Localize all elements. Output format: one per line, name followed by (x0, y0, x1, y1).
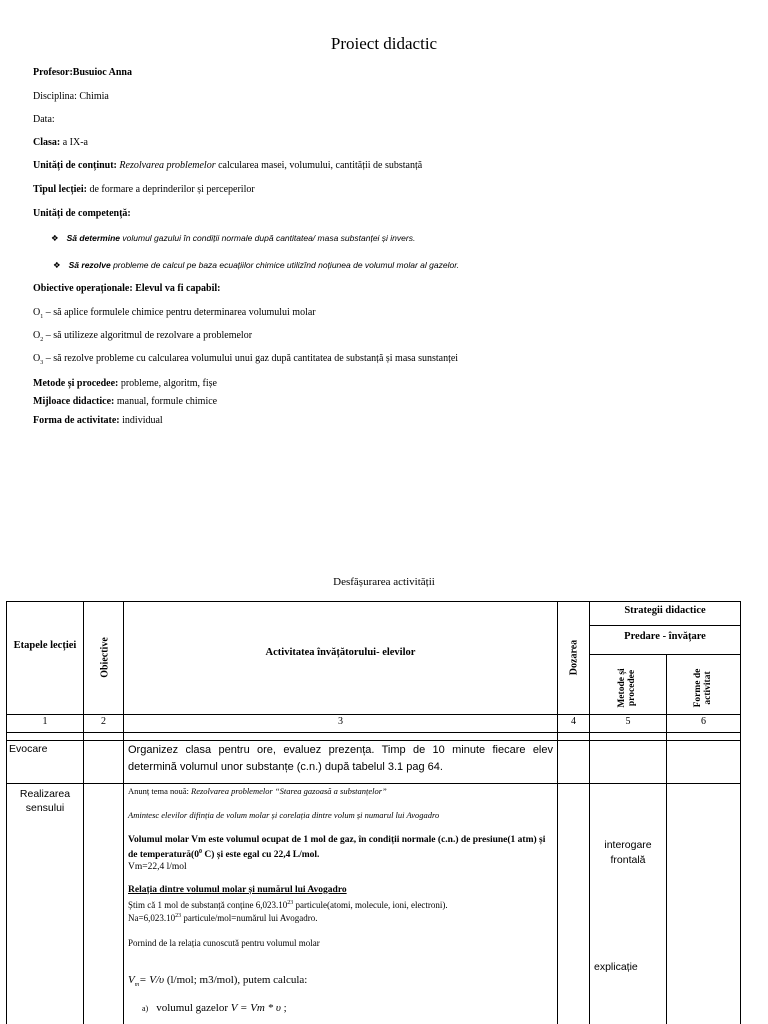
page-title: Proiect didactic (330, 34, 438, 53)
tipul-lectiei-line (33, 184, 255, 195)
table-rule (6, 601, 740, 602)
table-rule (589, 601, 590, 1024)
activitate-definitie (128, 834, 553, 861)
unitati-continut-label: Unități de conținut: (33, 160, 117, 171)
profesor-line (33, 67, 132, 78)
clasa-line (33, 137, 88, 148)
table-rule (83, 601, 84, 1024)
table-rule (6, 783, 740, 784)
forma-label: Forma de activitate: (33, 415, 120, 426)
unitati-continut-italic: Rezolvarea problemelor (119, 160, 216, 171)
header-predare: Predare - învățare (624, 631, 706, 642)
obiectiv-code: O (33, 307, 41, 318)
profesor-value: Busuioc Anna (72, 67, 132, 78)
table-rule (557, 601, 558, 1024)
column-number: 1 (42, 716, 48, 727)
activitate-formula (128, 974, 553, 988)
obiectiv-index: 2 (40, 337, 44, 343)
competenta-item (51, 233, 415, 244)
item-formula: V = Vm * υ (230, 1002, 281, 1014)
obiectiv-code: O (33, 353, 41, 364)
clasa-value: a IX-a (62, 137, 88, 148)
table-rule (6, 601, 7, 1024)
clasa-label: Clasa: (33, 137, 61, 148)
header-strategii: Strategii didactice (624, 605, 706, 616)
table-rule (6, 732, 740, 733)
activitate-relatia-2 (128, 913, 553, 923)
activitate-vm: Vm=22,4 l/mol (128, 862, 187, 872)
obiective-label: Obiective operaționale: Elevul va fi capabil: (33, 283, 221, 294)
forma-line (33, 415, 163, 426)
relatia-text: Na=6,023.10 (128, 913, 176, 923)
competenta-text: probleme de calcul pe baza ecuațiilor chimice utilizînd noțiunea de volumul molar al gazelor. (113, 260, 460, 270)
formula-part: = V/υ (139, 974, 165, 986)
table-rule (740, 601, 741, 1024)
mijloace-line (33, 396, 217, 407)
competenta-item (53, 260, 459, 271)
header-obiective: Obiective (99, 637, 111, 678)
diamond-bullet-icon: ❖ (51, 233, 59, 243)
activitate-amintesc: Amintesc elevilor difinția de volum molar și corelația dintre volum și numarul lui Avogadro (128, 810, 440, 820)
header-dozarea: Dozarea (568, 639, 580, 676)
relatia-sup: 23 (175, 913, 182, 919)
formula-part: (l/mol; m3/mol), putem calcula: (164, 974, 308, 986)
item-text: ; (280, 1002, 287, 1014)
tipul-lectiei-label: Tipul lecției: (33, 184, 87, 195)
activitate-item-a (142, 1002, 567, 1014)
unitati-competenta-label: Unități de competență: (33, 208, 131, 219)
activitate-evocare: Organizez clasa pentru ore, evaluez prezența. Timp de 10 minute fiecare elev determină volumul unor substanțe (c.n.) după tabelul 3.1 pag 64. (128, 744, 553, 773)
column-number: 2 (101, 716, 106, 727)
header-metode: Metode și procedee (617, 668, 637, 708)
anunt-plain: Anunț tema nouă: (128, 786, 192, 796)
metoda-interogare: interogare frontală (604, 839, 652, 866)
profesor-label: Profesor: (33, 67, 73, 78)
etapa-realizarea-sensului: Realizarea sensului (19, 788, 71, 814)
section-title: Desfășurarea activității (333, 576, 435, 588)
header-forme: Forme de activitat (693, 668, 713, 708)
relatia-text: particule/mol=numărul lui Avogadro. (181, 913, 318, 923)
header-etapele: Etapele lecției (13, 640, 77, 651)
obiectiv-index: 1 (40, 314, 44, 320)
column-number: 6 (701, 716, 706, 727)
obiectiv-text: – să aplice formulele chimice pentru determinarea volumului molar (45, 307, 316, 318)
obiectiv-item (33, 353, 458, 366)
obiectiv-index: 3 (40, 360, 44, 366)
relatia-text: Știm că 1 mol de substanță conține 6,023.10 (128, 900, 288, 910)
unitati-continut-value: calcularea masei, volumului, cantității de substanță (218, 160, 423, 171)
anunt-italic: Rezolvarea problemelor “Starea gazoasă a substanțelor” (191, 786, 387, 796)
item-marker: a) (142, 1004, 149, 1013)
table-rule (123, 601, 124, 1024)
table-rule (589, 654, 740, 655)
obiectiv-code: O (33, 330, 41, 341)
definitie-text: Volumul molar Vm este volumul ocupat de 1 mol de gaz, în condiții normale (c.n.) de presiune(1 atm) și de temperatură(0 (128, 835, 546, 861)
header-activitatea: Activitatea învățătorului- elevilor (265, 647, 416, 658)
disciplina-line (33, 91, 109, 102)
activitate-anunt (128, 786, 553, 796)
disciplina-label: Disciplina: (33, 91, 77, 102)
diamond-bullet-icon: ❖ (53, 260, 61, 270)
formula-part: V (128, 974, 135, 986)
tipul-lectiei-value: de formare a deprinderilor și perceperilor (89, 184, 255, 195)
etapa-evocare: Evocare (9, 743, 48, 755)
obiectiv-item (33, 330, 252, 343)
data-line (33, 114, 55, 125)
metoda-explicatie: explicație (594, 961, 638, 973)
column-number: 3 (338, 716, 343, 727)
column-number: 4 (571, 716, 576, 727)
relatia-sup: 23 (287, 900, 294, 906)
competenta-verb: Să rezolve (68, 260, 111, 270)
formula-part: m (134, 982, 140, 989)
definitie-end: C) și este egal cu 22,4 L/mol. (201, 850, 320, 861)
metode-line (33, 378, 217, 389)
table-rule (666, 654, 667, 1024)
obiectiv-text: – să utilizeze algoritmul de rezolvare a problemelor (45, 330, 253, 341)
competenta-verb: Să determine (66, 233, 121, 243)
obiectiv-text: – să rezolve probleme cu calcularea volumului unui gaz după cantitatea de substanță și masa sunstanței (45, 353, 459, 364)
obiectiv-item (33, 307, 316, 320)
relatia-text: particule(atomi, molecule, ioni, electroni). (293, 900, 448, 910)
column-number: 5 (625, 716, 631, 727)
metode-value: probleme, algoritm, fișe (120, 378, 217, 389)
mijloace-value: manual, formule chimice (116, 396, 218, 407)
unitati-continut-line (33, 160, 422, 171)
competenta-text: volumul gazului în condiții normale după cantitatea/ masa substanței și invers. (122, 233, 416, 243)
data-label: Data: (33, 114, 55, 125)
disciplina-value: Chimia (79, 91, 109, 102)
activitate-relatia-titlu: Relația dintre volumul molar și numărul lui Avogadro (128, 885, 347, 895)
activitate-relatia-1 (128, 900, 553, 910)
table-rule (589, 625, 740, 626)
definitie-sup: 0 (198, 849, 202, 855)
forma-value: individual (122, 415, 163, 426)
metode-label: Metode și procedee: (33, 378, 119, 389)
item-text: volumul gazelor (156, 1002, 231, 1014)
activitate-pornind: Pornind de la relația cunoscută pentru volumul molar (128, 938, 320, 948)
mijloace-label: Mijloace didactice: (33, 396, 115, 407)
table-rule (6, 740, 740, 741)
